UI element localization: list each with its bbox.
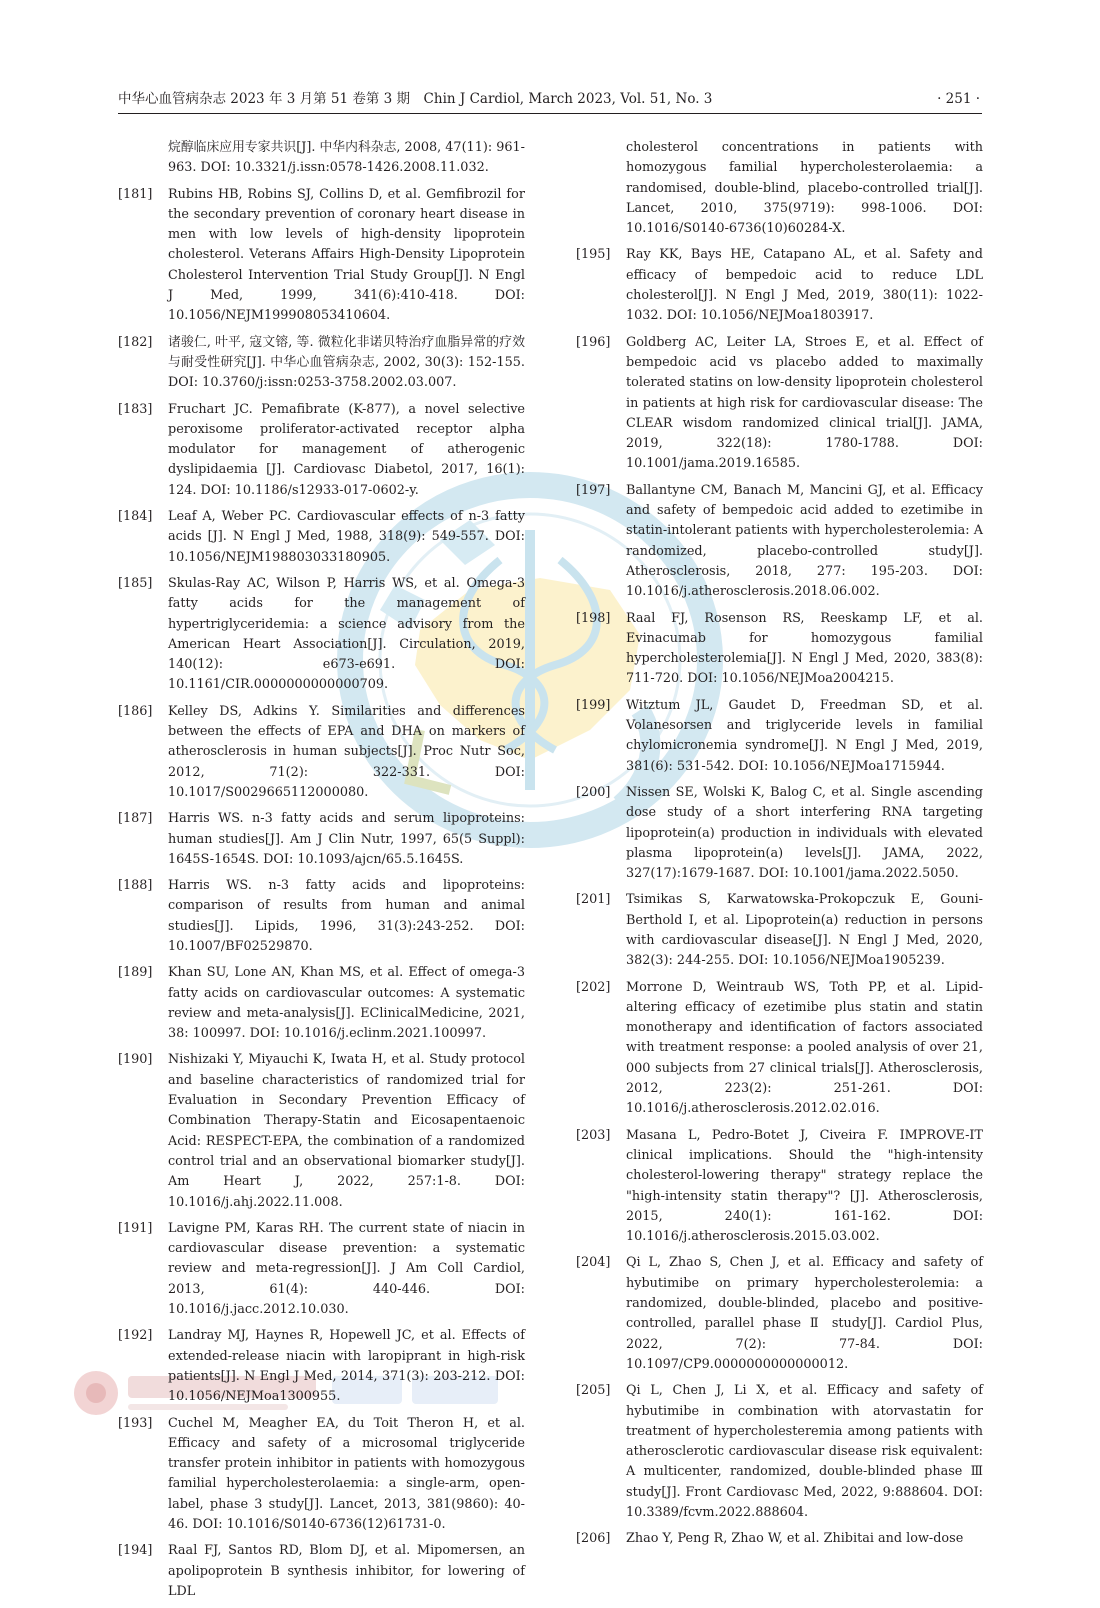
reference-196: [576, 333, 983, 475]
reference-194: [118, 1541, 525, 1602]
reference-text: cholesterol concentrations in patients with homozygous familial hypercholesterolaemia: a randomised, double-blind, placebo-controlled trial[J]. Lancet, 2010, 375(9719): 998-1006. DOI: 10.1016/S0140-6736(10)60284-X.: [626, 140, 983, 237]
left-column: [118, 138, 525, 1608]
reference-text: Tsimikas S, Karwatowska-Prokopczuk E, Gouni-Berthold I, et al. Lipoprotein(a) reduction in persons with cardiovascular disease[J]. N Engl J Med, 2020, 382(3): 244-255. DOI: 10.1056/NEJMoa1905239.: [626, 892, 983, 969]
reference-number: [118, 138, 168, 179]
reference-185: [118, 574, 525, 696]
page-number: · 251 ·: [937, 91, 980, 107]
header-rule: [118, 113, 982, 114]
reference-number: [200]: [576, 784, 611, 800]
reference-200: [576, 783, 983, 884]
reference-189: [118, 963, 525, 1044]
reference-text: Cuchel M, Meagher EA, du Toit Theron H, et al. Efficacy and safety of a microsomal triglyceride transfer protein inhibitor in patients with homozygous familial hypercholesterolaemia: a single-arm, open-label, phase 3 study[J]. Lancet, 2013, 381(9860): 40-46. DOI: 10.1016/S0140-6736(12)61731-0.: [168, 1415, 525, 1532]
reference-text: 烷醇临床应用专家共识[J]. 中华内科杂志, 2008, 47(11): 961-963. DOI: 10.3321/j.issn:0578-1426.2008.11.032.: [168, 140, 525, 176]
reference-192: [118, 1326, 525, 1407]
reference-number: [183]: [118, 401, 153, 417]
reference-number: [191]: [118, 1220, 153, 1236]
reference-number: [184]: [118, 509, 153, 525]
reference-text: Goldberg AC, Leiter LA, Stroes E, et al. Effect of bempedoic acid vs placebo added to maximally tolerated statins on low-density lipoprotein cholesterol in patients at high risk for cardiovascular disease: The CLEAR wisdom randomized clinical trial[J]. JAMA, 2019, 322(18): 1780-1788. DOI: 10.1001/jama.2019.16585.: [626, 334, 983, 472]
reference-181: [118, 185, 525, 327]
reference-text: Harris WS. n-3 fatty acids and serum lipoproteins: human studies[J]. Am J Clin Nutr, 1997, 65(5 Suppl): 1645S-1654S. DOI: 10.1093/ajcn/65.5.1645S.: [168, 811, 525, 867]
reference-number: [203]: [576, 1127, 611, 1143]
reference-number: [204]: [576, 1255, 611, 1271]
reference-text: Khan SU, Lone AN, Khan MS, et al. Effect of omega-3 fatty acids on cardiovascular outcomes: A systematic review and meta-analysis[J]. EClinicalMedicine, 2021, 38: 100997. DOI: 10.1016/j.eclinm.2021.100997.: [168, 965, 525, 1042]
running-header: [118, 88, 982, 110]
reference-number: [197]: [576, 482, 611, 498]
reference-text: Ballantyne CM, Banach M, Mancini GJ, et al. Efficacy and safety of bempedoic acid added to ezetimibe in statin-intolerant patients with hypercholesterolemia: A randomized, placebo-controlled study[J]. Atherosclerosis, 2018, 277: 195-203. DOI: 10.1016/j.atherosclerosis.2018.06.002.: [626, 482, 983, 600]
reference-190: [118, 1050, 525, 1212]
reference-text: Qi L, Zhao S, Chen J, et al. Efficacy and safety of hybutimibe on primary hypercholesterolemia: a randomized, double-blinded, placebo and positive-controlled, parallel phase Ⅱ study[J]. Cardiol Plus, 2022, 7(2): 77-84. DOI: 10.1097/CP9.0000000000000012.: [626, 1255, 983, 1372]
reference-182: [118, 333, 525, 394]
reference-188: [118, 876, 525, 957]
reference-number: [196]: [576, 334, 611, 350]
reference-199: [576, 696, 983, 777]
reference-text: Fruchart JC. Pemafibrate (K-877), a novel selective peroxisome proliferator-activated receptor alpha modulator for management of atherogenic dyslipidaemia [J]. Cardiovasc Diabetol, 2017, 16(1): 124. DOI: 10.1186/s12933-017-0602-y.: [168, 401, 525, 498]
reference-text: 诸骏仁, 叶平, 寇文镕, 等. 微粒化非诺贝特治疗血脂异常的疗效与耐受性研究[J]. 中华心血管病杂志, 2002, 30(3): 152-155. DOI: 10.3760/j:issn:0253-3758.2002.03.007.: [168, 334, 525, 391]
reference-184: [118, 507, 525, 568]
reference-number: [185]: [118, 575, 153, 591]
reference-continuation: [118, 138, 525, 179]
reference-text: Lavigne PM, Karas RH. The current state of niacin in cardiovascular disease prevention: a systematic review and meta-regression[J]. J Am Coll Cardiol, 2013, 61(4): 440-446. DOI: 10.1016/j.jacc.2012.10.030.: [168, 1220, 525, 1318]
reference-number: [199]: [576, 697, 611, 713]
reference-number: [202]: [576, 979, 611, 995]
reference-number: [186]: [118, 703, 153, 719]
reference-text: Raal FJ, Santos RD, Blom DJ, et al. Mipomersen, an apolipoprotein B synthesis inhibitor, for lowering of LDL: [168, 1543, 525, 1599]
reference-number: [205]: [576, 1383, 611, 1399]
reference-text: Morrone D, Weintraub WS, Toth PP, et al. Lipid-altering efficacy of ezetimibe plus statin and statin monotherapy and identification of factors associated with treatment response: a pooled analysis of over 21, 000 subjects from 27 clinical trials[J]. Atherosclerosis, 2012, 223(2): 251-261. DOI: 10.1016/j.atherosclerosis.2012.02.016.: [626, 979, 983, 1117]
reference-186: [118, 702, 525, 803]
reference-text: Masana L, Pedro-Botet J, Civeira F. IMPROVE-IT clinical implications. Should the "high-intensity cholesterol-lowering therapy" strategy replace the "high-intensity statin therapy"? [J]. Atherosclerosis, 2015, 240(1): 161-162. DOI: 10.1016/j.atherosclerosis.2015.03.002.: [626, 1127, 983, 1245]
reference-187: [118, 809, 525, 870]
reference-number: [195]: [576, 247, 611, 263]
reference-number: [188]: [118, 878, 153, 894]
reference-206: [576, 1529, 983, 1549]
reference-number: [193]: [118, 1415, 153, 1431]
reference-201: [576, 890, 983, 971]
reference-202: [576, 978, 983, 1120]
reference-198: [576, 609, 983, 690]
reference-number: [198]: [576, 610, 611, 626]
reference-text: Harris WS. n-3 fatty acids and lipoproteins: comparison of results from human and animal studies[J]. Lipids, 1996, 31(3):243-252. DOI: 10.1007/BF02529870.: [168, 878, 525, 954]
reference-191: [118, 1219, 525, 1320]
reference-text: Witztum JL, Gaudet D, Freedman SD, et al. Volanesorsen and triglyceride levels in familial chylomicronemia syndrome[J]. N Engl J Med, 2019, 381(6): 531-542. DOI: 10.1056/NEJMoa1715944.: [626, 697, 983, 774]
reference-204: [576, 1253, 983, 1375]
journal-info: 中华心血管病杂志 2023 年 3 月第 51 卷第 3 期 Chin J Cardiol, March 2023, Vol. 51, No. 3: [118, 91, 713, 107]
reference-text: Landray MJ, Haynes R, Hopewell JC, et al. Effects of extended-release niacin with laropiprant in high-risk patients[J]. N Engl J Med, 2014, 371(3): 203-212. DOI: 10.1056/NEJMoa1300955.: [168, 1328, 525, 1405]
reference-number: [201]: [576, 892, 611, 908]
reference-number: [190]: [118, 1052, 153, 1068]
reference-205: [576, 1381, 983, 1523]
reference-number: [192]: [118, 1328, 153, 1344]
reference-text: Leaf A, Weber PC. Cardiovascular effects of n-3 fatty acids [J]. N Engl J Med, 1988, 318(9): 549-557. DOI: 10.1056/NEJM198803033180905.: [168, 509, 525, 565]
reference-number: [187]: [118, 811, 153, 827]
reference-text: Rubins HB, Robins SJ, Collins D, et al. Gemfibrozil for the secondary prevention of coronary heart disease in men with low levels of high-density lipoprotein cholesterol. Veterans Affairs High-Density Lipoprotein Cholesterol Intervention Trial Study Group[J]. N Engl J Med, 1999, 341(6):410-418. DOI: 10.1056/NEJM199908053410604.: [168, 186, 525, 324]
reference-text: Nishizaki Y, Miyauchi K, Iwata H, et al. Study protocol and baseline characteristics of randomized trial for Evaluation in Secondary Prevention Efficacy of Combination Therapy-Statin and Eicosapentaenoic Acid: RESPECT-EPA, the combination of a randomized control trial and an observational biomarker study[J]. Am Heart J, 2022, 257:1-8. DOI: 10.1016/j.ahj.2022.11.008.: [168, 1052, 525, 1210]
reference-text: Skulas-Ray AC, Wilson P, Harris WS, et al. Omega-3 fatty acids for the management of hypertriglyceridemia: a science advisory from the American Heart Association[J]. Circulation, 2019, 140(12): e673-e691. DOI: 10.1161/CIR.0000000000000709.: [168, 575, 525, 693]
reference-195: [576, 245, 983, 326]
reference-203: [576, 1126, 983, 1248]
reference-183: [118, 400, 525, 501]
reference-number: [206]: [576, 1531, 611, 1547]
reference-text: Qi L, Chen J, Li X, et al. Efficacy and safety of hybutimibe in combination with atorvastatin for treatment of hypercholesteremia among patients with atherosclerotic cardiovascular disease risk equivalent: A multicenter, randomized, double-blinded phase Ⅲ study[J]. Front Cardiovasc Med, 2022, 9:888604. DOI: 10.3389/fcvm.2022.888604.: [626, 1383, 983, 1520]
reference-text: Ray KK, Bays HE, Catapano AL, et al. Safety and efficacy of bempedoic acid to reduce LDL cholesterol[J]. N Engl J Med, 2019, 380(11): 1022-1032. DOI: 10.1056/NEJMoa1803917.: [626, 247, 983, 324]
right-column: [576, 138, 983, 1556]
reference-continuation: [576, 138, 983, 239]
reference-text: Zhao Y, Peng R, Zhao W, et al. Zhibitai and low-dose: [626, 1531, 964, 1547]
reference-number: [576, 138, 626, 239]
reference-193: [118, 1414, 525, 1536]
reference-text: Kelley DS, Adkins Y. Similarities and differences between the effects of EPA and DHA on markers of atherosclerosis in human subjects[J]. Proc Nutr Soc, 2012, 71(2): 322-331. DOI: 10.1017/S0029665112000080.: [168, 703, 525, 800]
reference-197: [576, 481, 983, 603]
reference-number: [182]: [118, 334, 153, 350]
reference-text: Nissen SE, Wolski K, Balog C, et al. Single ascending dose study of a short interfering RNA targeting lipoprotein(a) production in individuals with elevated plasma lipoprotein(a) levels[J]. JAMA, 2022, 327(17):1679-1687. DOI: 10.1001/jama.2022.5050.: [626, 784, 983, 882]
reference-number: [181]: [118, 186, 153, 202]
reference-number: [189]: [118, 965, 153, 981]
reference-text: Raal FJ, Rosenson RS, Reeskamp LF, et al. Evinacumab for homozygous familial hypercholesterolemia[J]. N Engl J Med, 2020, 383(8): 711-720. DOI: 10.1056/NEJMoa2004215.: [626, 610, 983, 687]
reference-number: [194]: [118, 1543, 153, 1559]
